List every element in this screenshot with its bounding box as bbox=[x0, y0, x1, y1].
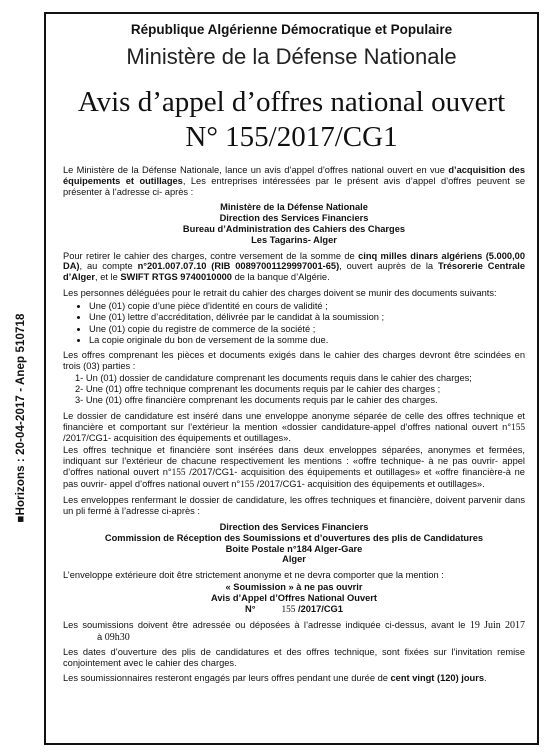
list-item: 2- Une (01) offre technique comprenant les documents requis par le cahier des charges ; bbox=[75, 384, 441, 395]
outer-envelope-paragraph: L’enveloppe extérieure doit être strictement anonyme et ne devra comporter que la mention : bbox=[63, 570, 444, 581]
reference-number: 155 bbox=[281, 604, 296, 615]
list-item: 1- Un (01) dossier de candidature comprenant les documents requis dans le cahier des charges; bbox=[75, 373, 472, 384]
side-label bbox=[2, 258, 40, 578]
delegates-paragraph: Les personnes déléguées pour le retrait du cahier des charges doivent se munir des documents suivants: bbox=[63, 287, 497, 298]
reference-number: 155 bbox=[171, 467, 186, 478]
side-label-text: ■Horizons : 20-04-2017 - Anep 510718 bbox=[15, 313, 27, 523]
payment-paragraph: Pour retirer le cahier des charges, contre versement de la somme de cinq milles dinars algériens (5.000,00 DA), au compte n°201.007.07.10 (RIB 00897001129997001-65), ouvert auprès de la Trésorerie Centrale d’Alger, et le SWIFT RTGS 9740010000 de la banque d’Algérie. bbox=[63, 250, 526, 283]
list-item: • Une (01) lettre d’accréditation, délivrée par le candidat à la soumission ; bbox=[89, 312, 525, 324]
list-item: • La copie originale du bon de versement de la somme due. bbox=[89, 335, 525, 347]
list-item: • Une (01) copie d’une pièce d’identité en cours de validité ; bbox=[89, 301, 525, 313]
deadline-paragraph: Les soumissions doivent être adressée ou déposées à l’adresse indiquée ci-dessus, avant le 19 Juin 2017à 09h30 bbox=[63, 620, 525, 644]
mention-line: Avis d’Appel d’Offres National Ouvert bbox=[211, 592, 377, 603]
mention-number-line: N° 155 /2017/CG1 bbox=[245, 603, 343, 615]
address-block-1 bbox=[63, 202, 525, 245]
notice-number: N° 155/2017/CG1 bbox=[185, 121, 398, 153]
deadline-date: 19 Juin 2017 bbox=[469, 620, 525, 632]
validity-paragraph: Les soumissionnaires resteront engagés par leurs offres pendant une durée de cent vingt (120) jours. bbox=[63, 673, 487, 684]
opening-paragraph: Les dates d’ouverture des plis de candidatures et des offres technique, sont fixées sur l’invitation remise conjointement avec le cahier des charges. bbox=[63, 646, 525, 668]
address-line: Ministère de la Défense Nationale bbox=[220, 202, 368, 213]
reference-number: 155 bbox=[240, 479, 255, 490]
intro-paragraph: Le Ministère de la Défense Nationale, lance un avis d’appel d’offres national ouvert en vue d’acquisition des équipements et outillages, Les entreprises intéressées par le présent avis d’appel d’offres peuvent se présenter à l’adresse ci- après : bbox=[63, 165, 526, 197]
address-line: Direction des Services Financiers bbox=[219, 521, 369, 532]
envelopes-paragraph: Les enveloppes renfermant le dossier de candidature, les offres techniques et financière, doivent parvenir dans un pli fermé à l’adresse ci-après : bbox=[63, 495, 525, 517]
republic-heading: République Algérienne Démocratique et Populaire bbox=[130, 22, 453, 37]
notice-frame bbox=[44, 12, 539, 745]
offers-separation-paragraph: Les offres technique et financière sont insérées dans deux enveloppes séparées, anonymes et fermées, indiquant sur l’extérieur de chacune respectivement les mentions : «offre technique- à ne pas ouvrir- appel d’offres national ouvert n°155 /2017/CG1- acquisition des équipements et outillages» et «offre financière-à ne pas ouvrir- appel d’offres national ouvert n°155 /2017/CG1- acquisition des équipements et outillages». bbox=[63, 445, 525, 490]
documents-list bbox=[63, 301, 525, 347]
mention-line: « Soumission » à ne pas ouvrir bbox=[225, 581, 363, 592]
address-line: Bureau d’Administration des Cahiers des Charges bbox=[182, 223, 406, 234]
notice-body bbox=[63, 165, 525, 689]
mention-block bbox=[63, 582, 525, 615]
list-item: 3- Une (01) offre financière comprenant les documents requis par le cahier des charges. bbox=[75, 394, 438, 405]
reference-number: 155 bbox=[511, 422, 525, 433]
ministry-heading: Ministère de la Défense Nationale bbox=[126, 44, 457, 69]
address-line: Les Tagarins- Alger bbox=[251, 234, 337, 245]
notice-title: Avis d’appel d’offres national ouvert bbox=[77, 86, 506, 118]
address-line: Direction des Services Financiers bbox=[219, 213, 369, 224]
deadline-time: 09h30 bbox=[104, 632, 130, 644]
address-line: Commission de Réception des Soumissions et d’ouvertures des plis de Candidatures bbox=[104, 532, 484, 543]
address-line: Boite Postale n°184 Alger-Gare bbox=[225, 543, 363, 554]
address-block-2 bbox=[63, 522, 525, 565]
parts-list bbox=[63, 373, 525, 405]
dossier-paragraph: Le dossier de candidature est inséré dans une enveloppe anonyme séparée de celle des offres technique et financière et comportant sur l’extérieur la mention «dossier candidature-appel d’offres national ouvert n°155 /2017/CG1- acquisition des équipements et outillages». bbox=[63, 410, 525, 444]
list-item: • Une (01) copie du registre de commerce de la société ; bbox=[89, 324, 525, 336]
offers-intro-paragraph: Les offres comprenant les pièces et documents exigés dans le cahier des charges devront être scindées en trois (03) parties : bbox=[63, 349, 525, 371]
address-line: Alger bbox=[282, 554, 306, 565]
